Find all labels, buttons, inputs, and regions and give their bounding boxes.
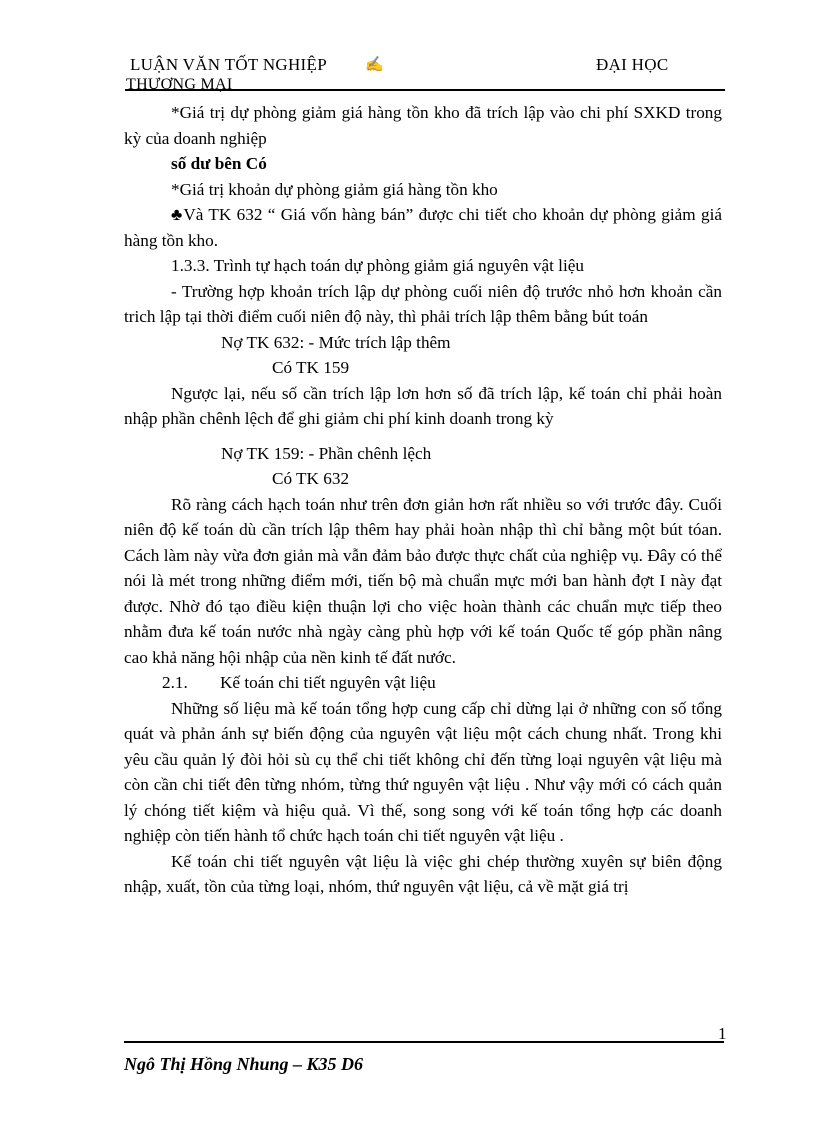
paragraph-case-reversal: Ngược lại, nếu số cần trích lập lơn hơn số đã trích lập, kế toán chỉ phải hoàn nhập phần chênh lệch để ghi giảm chi phí kinh doanh trong kỳ <box>124 383 722 428</box>
header-divider <box>125 89 725 91</box>
credit-balance-heading: số dư bên Có <box>171 154 267 173</box>
paragraph-detail-definition: Kế toán chi tiết nguyên vật liệu là việc ghi chép thường xuyên sự biên động nhập, xuất, tồn của từng loại, nhóm, thứ nguyên vật liệu, cả về mặt giá trị <box>124 851 722 896</box>
spacer <box>124 432 722 441</box>
pen-icon: ✍ <box>365 57 384 73</box>
section-title: Kế toán chi tiết nguyên vật liệu <box>220 673 436 692</box>
section-heading-1-3-3: 1.3.3. Trình tự hạch toán dự phòng giảm giá nguyên vật liệu <box>171 256 584 275</box>
page-number: 1 <box>718 1024 727 1043</box>
paragraph-provision-value: *Giá trị dự phòng giảm giá hàng tồn kho đã trích lập vào chi phí SXKD trong kỳ của doanh nghiệp <box>124 103 722 148</box>
paragraph-provision-amount: *Giá trị khoản dự phòng giảm giá hàng tồn kho <box>171 179 498 199</box>
body-text <box>124 100 722 900</box>
entry-credit-632: Có TK 632 <box>272 469 350 488</box>
footer-divider <box>124 1041 724 1043</box>
paragraph-detail-accounting: Những số liệu mà kế toán tổng hợp cung cấp chỉ dừng lại ở những con số tổng quát và phản ánh sự biến động của nguyên vật liệu một cách chung nhất. Trong khi yêu cầu quản lý đòi hỏi sù cụ thể chi tiết không chỉ đến từng loại nguyên vật liệu mà còn cần chi tiết đên từng nhóm, từng thứ nguyên vật liệu . Như vậy mới có cách quản lý chóng tiết kiệm và hiệu quả. Vì thế, song song với kế toán tổng hợp các doanh nghiệp còn tiến hành tổ chức hạch toán chi tiết nguyên vật liệu . <box>124 698 722 845</box>
section-heading-2-1 <box>124 670 722 696</box>
entry-debit-159: Nợ TK 159: - Phần chênh lệch <box>221 443 432 463</box>
entry-debit-632: Nợ TK 632: - Mức trích lập thêm <box>221 332 451 352</box>
footer-author: Ngô Thị Hồng Nhung – K35 D6 <box>124 1054 364 1074</box>
header-left-title: LUẬN VĂN TỐT NGHIỆP <box>130 55 327 74</box>
entry-credit-159: Có TK 159 <box>272 358 350 377</box>
paragraph-tk632: ♣Và TK 632 “ Giá vốn hàng bán” được chi tiết cho khoản dự phòng giảm giá hàng tồn kho. <box>124 205 722 250</box>
section-number: 2.1. <box>162 673 188 692</box>
paragraph-case-additional: - Trường hợp khoản trích lập dự phòng cuối niên độ trước nhỏ hơn khoản cần trich lập tại thời điểm cuối niên độ này, thì phải trích lập thêm bằng bút toán <box>124 281 722 326</box>
header-right-title: ĐẠI HỌC <box>596 55 669 74</box>
header-left-continuation: THƯƠNG MẠI <box>126 76 233 93</box>
paragraph-conclusion: Rõ ràng cách hạch toán như trên đơn giản hơn rất nhiều so với trước đây. Cuối niên độ kế toán dù cần trích lập thêm hay phải hoàn nhập thì chỉ bằng một bút tóan. Cách làm này vừa đơn giản mà vẫn đảm bảo được thực chất của nghiệp vụ. Đây có thể nói là mét trong những điểm mới, tiến bộ mà chuẩn mực mới ban hành đợt I này đạt được. Nhờ đó tạo điều kiện thuận lợi cho việc hoàn thành các chuẩn mực tiếp theo nhằm đưa kế toán nước nhà ngày càng phù hợp với kế toán Quốc tế góp phần nâng cao khả năng hội nhập của nền kinh tế đất nước. <box>124 494 722 667</box>
